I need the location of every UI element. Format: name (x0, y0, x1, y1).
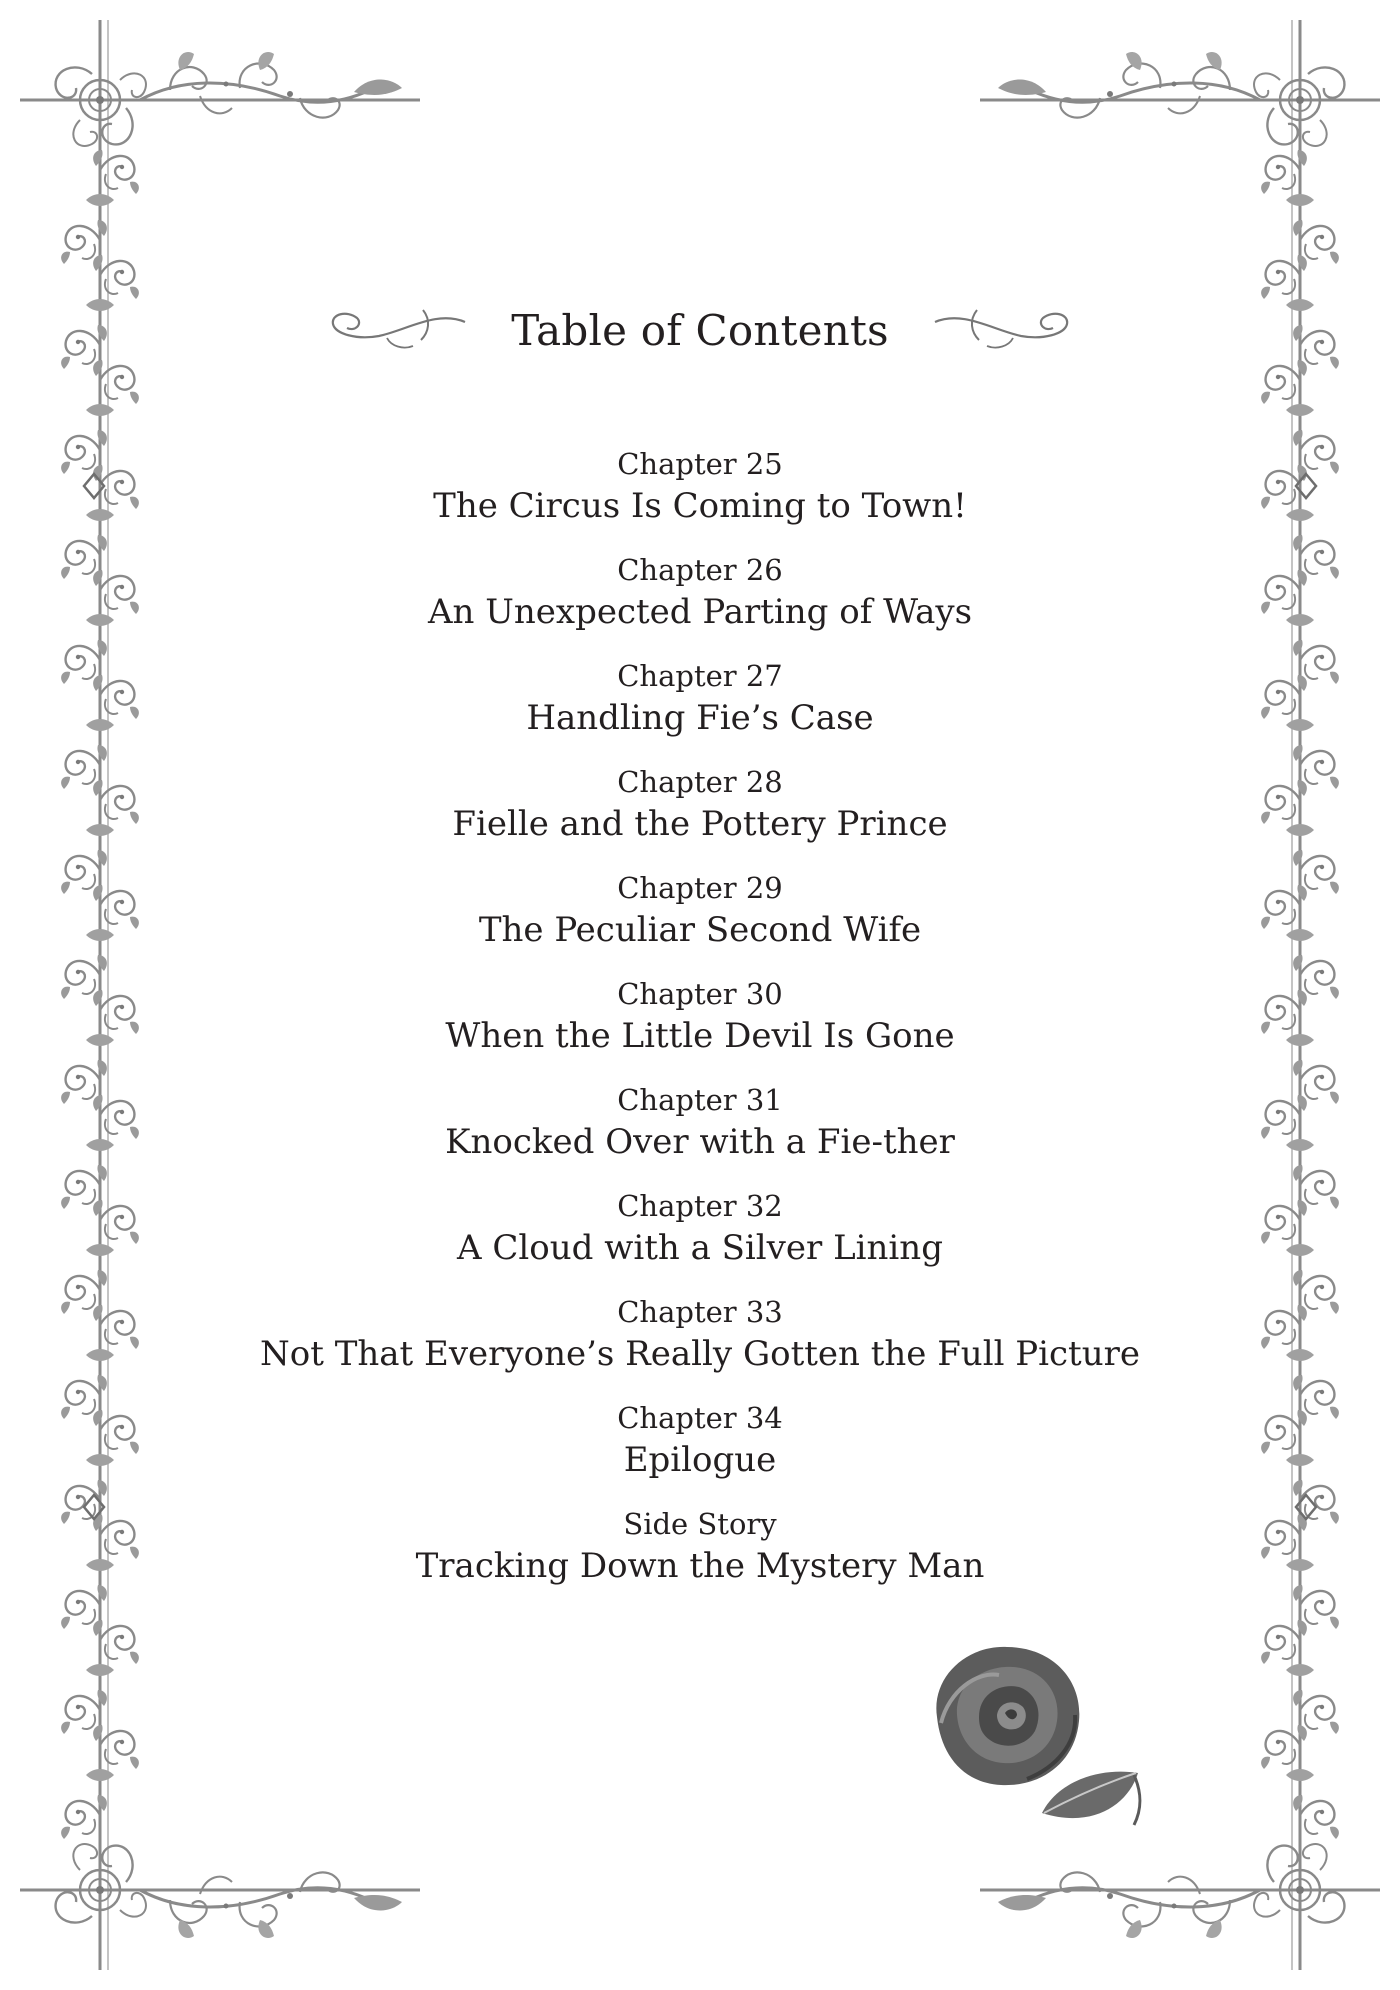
entry-title: The Circus Is Coming to Town! (433, 486, 967, 526)
toc-entry[interactable] (0, 1294, 1400, 1400)
title-row (0, 300, 1400, 360)
entry-number: Chapter 29 (617, 871, 783, 905)
entry-number: Chapter 26 (617, 553, 783, 587)
toc-entry[interactable] (0, 1082, 1400, 1188)
flourish-right-icon (933, 302, 1073, 358)
toc-entry[interactable] (0, 1400, 1400, 1506)
entry-title: Tracking Down the Mystery Man (415, 1546, 985, 1586)
toc-entry[interactable] (0, 976, 1400, 1082)
top-right-spray (998, 52, 1260, 118)
entry-title: Knocked Over with a Fie-ther (445, 1122, 955, 1162)
toc-entry[interactable] (0, 446, 1400, 552)
toc-entry[interactable] (0, 764, 1400, 870)
toc-entry[interactable] (0, 1506, 1400, 1612)
rose-icon (936, 1647, 1079, 1785)
entry-title: Fielle and the Pottery Prince (452, 804, 948, 844)
entry-number: Chapter 27 (617, 659, 783, 693)
flourish-left-icon (327, 302, 467, 358)
entry-title: An Unexpected Parting of Ways (427, 592, 973, 632)
bottom-left-spray (140, 1872, 402, 1938)
page-title: Table of Contents (511, 305, 889, 355)
contents-list (0, 446, 1400, 1612)
entry-title: Not That Everyone’s Really Gotten the Full Picture (260, 1334, 1140, 1374)
toc-entry[interactable] (0, 870, 1400, 976)
entry-title: Handling Fie’s Case (526, 698, 874, 738)
leaf-icon (1042, 1772, 1140, 1825)
entry-number: Chapter 31 (617, 1083, 783, 1117)
toc-entry[interactable] (0, 658, 1400, 764)
entry-number: Chapter 30 (617, 977, 783, 1011)
toc-entry[interactable] (0, 552, 1400, 658)
entry-number: Chapter 25 (617, 447, 783, 481)
entry-title: A Cloud with a Silver Lining (457, 1228, 943, 1268)
entry-number: Chapter 33 (617, 1295, 783, 1329)
toc-entry[interactable] (0, 1188, 1400, 1294)
entry-title: The Peculiar Second Wife (478, 910, 922, 950)
entry-number: Chapter 32 (617, 1189, 783, 1223)
top-left-spray (140, 52, 402, 118)
entry-number: Chapter 34 (617, 1401, 783, 1435)
entry-number: Chapter 28 (617, 765, 783, 799)
entry-number: Side Story (623, 1507, 777, 1541)
entry-title: Epilogue (623, 1440, 777, 1480)
entry-title: When the Little Devil Is Gone (445, 1016, 955, 1056)
bottom-right-spray (998, 1872, 1260, 1938)
